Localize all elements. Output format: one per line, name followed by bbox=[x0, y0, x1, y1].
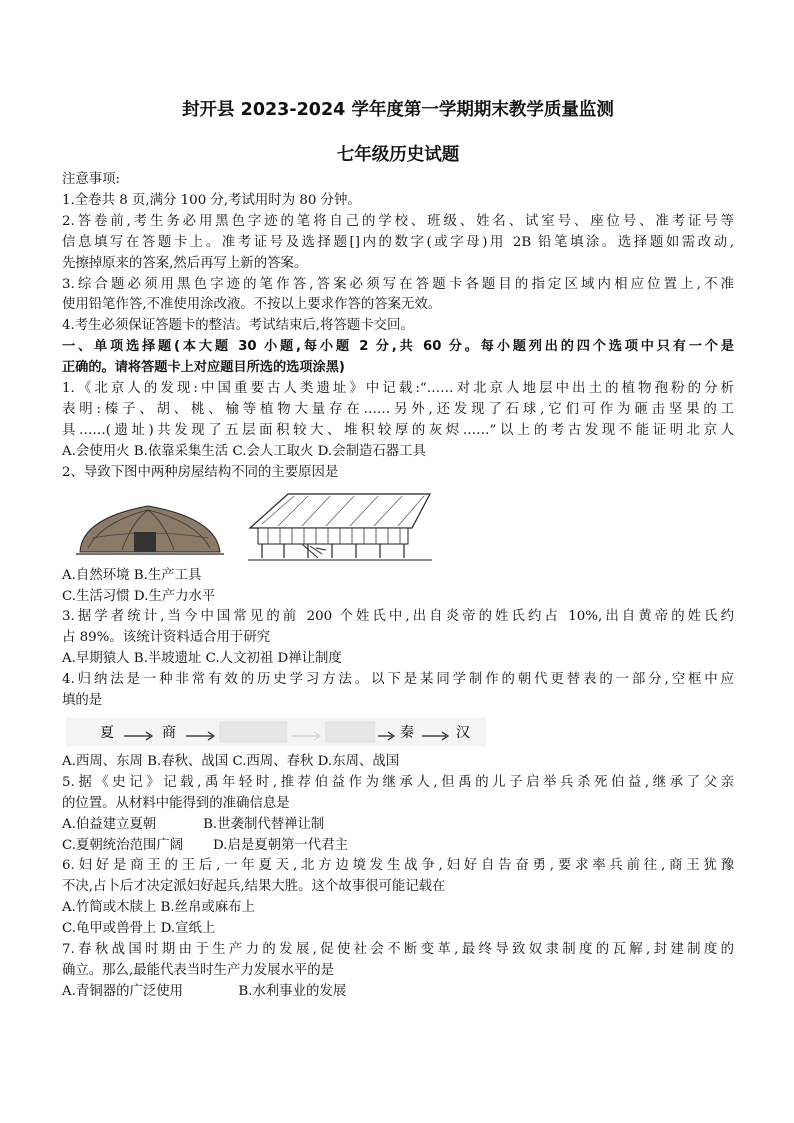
question-5-options-c-d: C.夏朝统治范围广阔 D.启是夏朝第一代君主 bbox=[62, 837, 348, 853]
dwelling-illustration bbox=[62, 488, 442, 566]
question-5-stem: 5.据《史记》记载,禹年轻时,推荐伯益作为继承人,但禹的儿子启举兵杀死伯益,继承了父亲 bbox=[62, 774, 734, 790]
notice-item-1: 1.全卷共 8 页,满分 100 分,考试用时为 80 分钟。 bbox=[62, 192, 361, 208]
timeline-dynasty-shang: 商 bbox=[162, 724, 176, 741]
question-7-stem: 7.春秋战国时期由于生产力的发展,促使社会不断变革,最终导致奴隶制度的瓦解,封建制度的 bbox=[62, 942, 734, 958]
timeline-dynasty-han: 汉 bbox=[456, 724, 470, 741]
question-1-stem-end: 具……(遗址)共发现了五层面积较大、堆积较厚的灰烬……”以上的考古发现不能证明北京人 bbox=[62, 422, 734, 438]
question-4-options: A.西周、东周 B.春秋、战国 C.西周、春秋 D.东周、战国 bbox=[62, 753, 400, 769]
round-hut-image bbox=[76, 506, 224, 554]
notice-item-3-end: 使用铅笔作答,不准使用涂改液。不按以上要求作答的答案无效。 bbox=[62, 297, 442, 313]
section-heading: 一、单项选择题(本大题 30 小题,每小题 2 分,共 60 分。每小题列出的四个选项中只有一个是 bbox=[62, 339, 734, 355]
notice-item-4: 4.考生必须保证答题卡的整洁。考试结束后,将答题卡交回。 bbox=[62, 318, 414, 334]
question-3-stem-end: 占 89%。该统计资料适合用于研究 bbox=[62, 630, 271, 646]
timeline-dynasty-qin: 秦 bbox=[400, 724, 414, 741]
question-2-stem: 2、导致下图中两种房屋结构不同的主要原因是 bbox=[62, 464, 339, 480]
question-1-options: A.会使用火 B.依靠采集生活 C.会人工取火 D.会制造石器工具 bbox=[62, 443, 426, 459]
blank-box-1 bbox=[220, 722, 286, 742]
question-4-stem-end: 填的是 bbox=[62, 693, 103, 709]
question-6-stem-end: 不决,占卜后才决定派妇好起兵,结果大胜。这个故事很可能记载在 bbox=[62, 879, 446, 895]
notice-item-2: 2.答卷前,考生务必用黑色字迹的笔将自己的学校、班级、姓名、试室号、座位号、准考证号等 bbox=[62, 213, 734, 229]
stilt-house-image bbox=[248, 494, 432, 560]
question-5-options-a-b: A.伯益建立夏朝 B.世袭制代替禅让制 bbox=[62, 816, 325, 832]
question-4-stem: 4.归纳法是一种非常有效的历史学习方法。以下是某同学制作的朝代更替表的一部分,空框中应 bbox=[62, 672, 734, 688]
question-6-stem: 6.妇好是商王的王后,一年夏天,北方边境发生战争,妇好自告奋勇,要求率兵前往,商王犹豫 bbox=[62, 858, 734, 874]
section-heading-cont: 正确的。请将答题卡上对应题目所选的选项涂黑) bbox=[62, 360, 345, 376]
question-2-options-a-b: A.自然环境 B.生产工具 bbox=[62, 567, 202, 583]
notice-item-2-cont: 信息填写在答题卡上。准考证号及选择题[]内的数字(或字母)用 2B 铅笔填涂。选择题如需改动, bbox=[62, 234, 734, 250]
question-7-options-a-b: A.青铜器的广泛使用 B.水利事业的发展 bbox=[62, 983, 347, 999]
question-2-options-c-d: C.生活习惯 D.生产力水平 bbox=[62, 588, 216, 604]
question-7-stem-end: 确立。那么,最能代表当时生产力发展水平的是 bbox=[62, 963, 335, 978]
house-figures bbox=[62, 484, 734, 566]
blank-box-2 bbox=[326, 722, 374, 742]
timeline-dynasty-xia: 夏 bbox=[100, 724, 114, 741]
notice-item-2-end: 先擦掉原来的答案,然后再写上新的答案。 bbox=[62, 255, 308, 271]
question-3-stem: 3.据学者统计,当今中国常见的前 200 个姓氏中,出自炎帝的姓氏约占 10%,出自黄帝的姓氏约 bbox=[62, 609, 734, 625]
notice-item-3: 3.综合题必须用黑色字迹的笔作答,答案必须写在答题卡各题目的指定区域内相应位置上,不准 bbox=[62, 276, 734, 292]
question-3-options: A.早期猿人 B.半坡遗址 C.人文初祖 D禅让制度 bbox=[62, 651, 342, 667]
exam-body bbox=[62, 170, 734, 1003]
question-6-options-c-d: C.龟甲或兽骨上 D.宣纸上 bbox=[62, 921, 216, 937]
question-5-stem-end: 的位置。从材料中能得到的准确信息是 bbox=[62, 795, 290, 811]
notice-heading: 注意事项: bbox=[62, 172, 121, 187]
exam-title: 封开县 2023-2024 学年度第一学期期末教学质量监测 bbox=[182, 100, 614, 120]
timeline-graphic bbox=[66, 718, 486, 746]
dynasty-timeline bbox=[62, 712, 734, 752]
question-6-options-a-b: A.竹简或木牍上 B.丝帛或麻布上 bbox=[62, 900, 255, 916]
question-1-stem-cont: 表明:榛子、胡、桃、榆等植物大量存在……另外,还发现了石球,它们可作为砸击坚果的工 bbox=[62, 401, 734, 417]
question-1-stem: 1.《北京人的发现:中国重要古人类遗址》中记载:“……对北京人地层中出土的植物孢粉的分析 bbox=[62, 381, 734, 397]
exam-subtitle: 七年级历史试题 bbox=[336, 145, 460, 165]
